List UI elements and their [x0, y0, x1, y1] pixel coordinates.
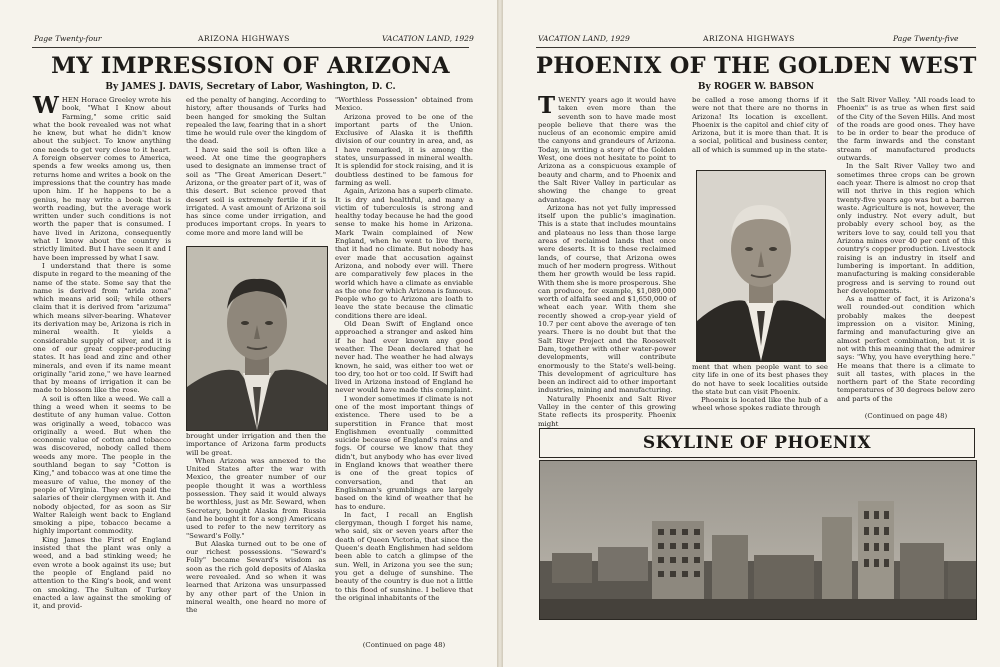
left-col1-text: HEN Horace Greeley wrote his book, "What I Know about Farming," some critic said what the book revealed was not what he knew, but what he didn't know about the subject. To know anything one needs to get very close to it heart. A foreign observer comes to America, spends a few weeks among us, then returns home and writes a book on the impressions that the country has made upon him. If he happens to be a genius, he may write a book that is worth reading, but the average work written under such conditions is not worth the paper that is consumed. I have lived in Arizona, consequently what I know about the country is strictly limited. But I have seen it and I have been impressed by what I saw.	[33, 96, 171, 262]
skyline-heading-box	[539, 428, 975, 458]
left-header-rule	[32, 47, 469, 48]
right-col3-paragraph: the Salt River Valley. "All roads lead to Phoenix" is as true as when first said of the City of the Seven Hills. And most of the roads are good ones. They have to be in order to bear the produce of the farm inwards and the constant stream of manufactured products outwards.	[837, 96, 975, 163]
left-column-2-bottom	[186, 432, 326, 658]
left-col3-paragraph: In fact, I recall an English clergyman, though I forget his name, who said, six or seven years after the death of Queen Victoria, that since the Queen's death Englishmen had seldom been able to catch a glimpse of the sun. Well, in Arizona you see the sun; you get a deluge of sunshine. The beauty of the country is due not a little to this flood of sunshine. I believe that the original inhabitants of the	[335, 510, 473, 602]
left-article-byline: By JAMES J. DAVIS, Secretary of Labor, Washington, D. C.	[105, 82, 396, 92]
left-col1-paragraph: King James the First of England insisted that the plant was only a weed, and a bad stinking weed; he even wrote a book against its use; but the people of England paid no attention to the King's book, and went on smoking. The Sultan of Turkey enacted a law against the smoking of it, and provid-	[33, 535, 171, 611]
portrait-illustration	[187, 247, 327, 430]
right-col1-paragraph: Naturally Phoenix and Salt River Valley in the center of this growing State reflects its prosperity. Phoenix might	[538, 394, 676, 428]
left-page	[0, 0, 497, 667]
right-col1-text: WENTY years ago it would have taken even more than the seventh son to have made most people believe that there was the nucleus of an economic empire amid the canyons and grandeurs of Arizona. Today, in writing a story of the Golden West, one does not hesitate to point to Arizona as a conspicuous example of beauty and charm, and to Phoenix and the Salt River Valley in particular as showing the change to great advantage.	[538, 96, 676, 204]
left-col3-paragraph: I wonder sometimes if climate is not one of the most important things of existence. There used to be a superstition in France that most Englishmen eventually committed suicide because of England's rains and fogs. Of course we know that they didn't, but anybody who has ever lived in England knows that weather there is one of the great topics of conversation, and that an Englishman's grumblings are largely based on the kind of weather that he has to endure.	[335, 394, 473, 511]
skyline-heading: SKYLINE OF PHOENIX	[642, 433, 872, 453]
right-col2-paragraph: be called a rose among thorns if it were not that there are no thorns in Arizona! Its location is excellent. Phoenix is the capitol and chief city of Arizona, but it is more than that. It is a social, political and business center, all of which is summed up in the state-	[692, 96, 828, 154]
right-continued-note-box	[837, 412, 975, 422]
portrait-illustration	[697, 171, 825, 361]
left-col1-paragraph: A soil is often like a weed. We call a thing a weed when it seems to be destitute of any human value. Cotton was originally a weed, tobacco was originally a weed. But when the economic value of cotton and tobacco was discovered, nobody called them weeds any more. The people in the southland began to say "Cotton is King," and tobacco was at one time the measure of value, the money of the people of Virginia. They even paid the salaries of their clergymen with it. And nobody objected, for as soon as Sir Walter Raleigh went back to England smoking a pipe, tobacco became a highly important commodity.	[33, 394, 171, 536]
left-page-number: Page Twenty-four	[34, 34, 102, 43]
right-article-title: PHOENIX OF THE GOLDEN WEST	[536, 53, 977, 79]
left-col2-paragraph: brought under irrigation and then the importance of Arizona farm products will be great.	[186, 432, 326, 457]
left-col1-paragraph	[33, 92, 171, 262]
left-col3-paragraph: Again, Arizona has a superb climate. It is dry and healthful, and many a victim of tuberculosis is strong and healthy today because he had the good sense to make his home in Arizona. Mark Twain complained of New England, when he went to live there, that it had no climate. But nobody has ever made that accusation against Arizona, and nobody ever will. There are comparatively few places in the world which have a climate as enviable as the one for which Arizona is famous. People who go to Arizona are loath to leave the state because the climatic conditions there are ideal.	[335, 187, 473, 320]
right-col1-paragraph	[538, 92, 676, 204]
right-column-2-top	[692, 96, 828, 166]
left-col2-paragraph: I have said the soil is often like a weed. At one time the geographers used to designate an immense tract of soil as "The Great American Desert." Arizona, or the greater part of it, was of this desert. But science proved that desert soil is extremely fertile if it is irrigated. A vast amount of Arizona soil has since come under irrigation, and produces important crops. In years to come more and more land will be	[186, 145, 326, 237]
right-column-1	[538, 92, 676, 428]
left-drop-cap: W	[33, 92, 59, 119]
left-article-title: MY IMPRESSION OF ARIZONA	[51, 53, 450, 79]
left-col3-paragraph: "Worthless Possession" obtained from Mexico.	[335, 96, 473, 113]
left-magazine-name: ARIZONA HIGHWAYS	[198, 34, 290, 43]
left-col3-paragraph: Arizona proved to be one of the important parts of the Union. Exclusive of Alaska it is thefifth division of our country in area, and, as I have remarked, it is among the states, unsurpassed in mineral wealth. It is splendid for stock raising, and it is doubtless destined to be famous for farming as well.	[335, 112, 473, 187]
right-column-3	[837, 96, 975, 407]
right-running-header	[503, 34, 1000, 48]
right-header-rule	[536, 47, 976, 48]
right-issue-name: VACATION LAND, 1929	[538, 34, 630, 43]
right-page	[503, 0, 1000, 667]
left-col3-paragraph: Old Dean Swift of England once approached a stranger and asked him if he had ever known any good weather. The Dean declared that he never had. The weather he had always known, he said, was either too wet or too dry, too hot or too cold. If Swift had lived in Arizona instead of England he never would have made this complaint.	[335, 320, 473, 395]
left-issue-name: VACATION LAND, 1929	[382, 34, 474, 43]
left-col2-paragraph: ed the penalty of hanging. According to history, after thousands of Turks had been hanged for smoking the Sultan repealed the law, fearing that in a short time he would rule over the kingdom of the dead.	[186, 96, 326, 146]
right-article-byline: By ROGER W. BABSON	[697, 82, 815, 92]
right-col1-paragraph: Arizona has not yet fully impressed itself upon the public's imagination. This is a state that includes mountains and plateaus no less than those large areas of reclaimed lands that once were deserts. It is to these reclaimed lands, of course, that Arizona owes much of her modern progress. Without them her growth would be less rapid. With them she is more prosperous. She can produce, for example, $1,089,000 worth of alfalfa seed and $1,650,000 of wheat each year. With them she recently showed a crop-year yield of 10.7 per cent above the average of ten years. There is no doubt but that the Salt River Project and the Roosevelt Dam, together with other water-power developments, will contribute enormously to the State's well-being. This development of agriculture has been an indirect aid to other important industries, mining and manufacturing.	[538, 203, 676, 395]
phoenix-skyline-photo	[539, 460, 977, 620]
left-column-1	[33, 92, 171, 658]
right-column-2-bottom	[692, 363, 828, 423]
skyline-illustration	[540, 461, 976, 619]
left-col2-paragraph: But Alaska turned out to be one of our richest possessions. "Seward's Folly" became Seward's wisdom as soon as the rich gold deposits of Alaska were revealed. And so when it was learned that Arizona was unsurpassed by any other part of the Union in mineral wealth, one heard no more of the	[186, 539, 326, 615]
right-continued-note: (Continued on page 48)	[864, 412, 948, 420]
left-col1-paragraph: I understand that there is some dispute in regard to the meaning of the name of the state. Some say that the name is derived from "arida zona" which means arid soil; while others claim that it is derived from "arizuma" which means silver-bearing. Whatever its derivation may be, Arizona is rich in mineral wealth. It yields a considerable supply of silver, and it is one of our great copper-producing states. It has lead and zinc and other minerals, and even if its name meant originally "arid zone," we have learned that by means of irrigation it can be made to blossom like the rose.	[33, 261, 171, 395]
left-running-header	[0, 34, 497, 48]
left-column-3	[335, 96, 473, 624]
left-column-2-top	[186, 96, 326, 242]
right-drop-cap: T	[538, 92, 556, 119]
davis-portrait-photo	[186, 246, 328, 431]
right-page-number: Page Twenty-five	[893, 34, 959, 43]
babson-portrait-photo	[696, 170, 826, 362]
right-col3-paragraph: As a matter of fact, it is Arizona's well rounded-out condition which probably makes the deepest impression on a visitor. Mining, farming and manufacturing give an almost perfect combination, but it is not with this meaning that the admirer says: "Why, you have everything here." He means that there is a climate to suit all tastes, with places in the northern part of the State recording temperatures of 30 degrees below zero and parts of the	[837, 295, 975, 403]
left-col2-paragraph: When Arizona was annexed to the United States after the war with Mexico, the greater number of our people thought it was a worthless possession. They said it would always be worthless, just as Mr. Seward, when Secretary, bought Alaska from Russia (and he bought it for a song) Americans used to refer to the new territory as "Seward's Folly."	[186, 456, 326, 540]
left-continued-note-box	[335, 641, 473, 651]
right-col2-paragraph: ment that when people want to see city life in one of its best phases they do not have to seek localities outside the state but can visit Phoenix.	[692, 363, 828, 396]
left-continued-note: (Continued on page 48)	[362, 641, 446, 649]
right-col3-paragraph: In the Salt River Valley two and sometimes three crops can be grown each year. There is almost no crop that will not thrive in this region which twenty-five years ago was but a barren waste. Agriculture is not, however, the only industry. Not every adult, but probably every school boy, as the writers love to say, could tell you that Arizona mines over 40 per cent of this country's copper production. Livestock raising is an industry in itself and lumbering is important. In addition, manufacturing is making considerable progress and is serving to round out her developments.	[837, 162, 975, 295]
right-col2-paragraph: Phoenix is located like the hub of a wheel whose spokes radiate through	[692, 396, 828, 413]
right-magazine-name: ARIZONA HIGHWAYS	[703, 34, 795, 43]
